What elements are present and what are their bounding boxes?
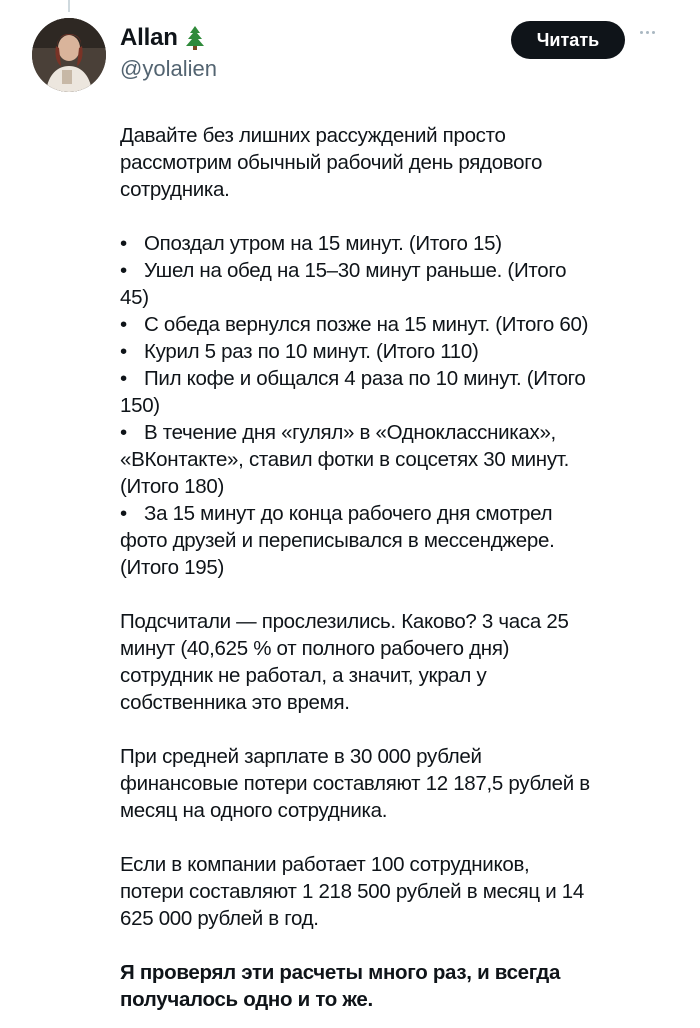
avatar[interactable] xyxy=(32,18,106,92)
list-item xyxy=(120,257,590,311)
bullet-dot: • xyxy=(120,421,127,444)
bullet-dot: • xyxy=(120,232,127,255)
list-item xyxy=(120,365,590,419)
bullet-dot: • xyxy=(120,502,127,525)
more-options-icon[interactable] xyxy=(640,31,655,34)
list-item xyxy=(120,311,590,338)
list-item-text: Ушел на обед на 15–30 минут раньше. (Итого 45) xyxy=(120,259,567,309)
list-item xyxy=(120,338,590,365)
avatar-photo xyxy=(32,18,106,92)
list-item xyxy=(120,500,590,581)
bullet-dot: • xyxy=(120,367,127,390)
list-item xyxy=(120,419,590,500)
bullet-dot: • xyxy=(120,313,127,336)
user-handle[interactable]: @yolalien xyxy=(120,56,217,81)
list-item-text: С обеда вернулся позже на 15 минут. (Итого 60) xyxy=(144,313,589,336)
list-item-text: За 15 минут до конца рабочего дня смотрел фото друзей и переписывался в мессенджере. (Итого 195) xyxy=(120,502,555,579)
bullet-dot: • xyxy=(120,340,127,363)
evergreen-tree-icon xyxy=(182,25,208,51)
name-row[interactable] xyxy=(120,24,208,52)
post-paragraph: Если в компании работает 100 сотрудников, потери составляют 1 218 500 рублей в месяц и 14 625 000 рублей в год. xyxy=(120,853,584,930)
list-item-text: В течение дня «гулял» в «Одноклассниках», «ВКонтакте», ставил фотки в соцсетях 30 минут. (Итого 180) xyxy=(120,421,569,498)
bullet-list xyxy=(120,230,590,581)
post-conclusion: Я проверял эти расчеты много раз, и всегда получалось одно и то же. xyxy=(120,961,561,1011)
list-item xyxy=(120,230,590,257)
display-name[interactable]: Allan xyxy=(120,24,178,51)
post-paragraph: Подсчитали — прослезились. Каково? 3 часа 25 минут (40,625 % от полного рабочего дня) сотрудник не работал, а значит, украл у собственника это время. xyxy=(120,610,569,714)
follow-button[interactable]: Читать xyxy=(511,21,625,59)
post-intro: Давайте без лишних рассуждений просто рассмотрим обычный рабочий день рядового сотрудника. xyxy=(120,124,543,201)
list-item-text: Опоздал утром на 15 минут. (Итого 15) xyxy=(144,232,502,255)
bullet-dot: • xyxy=(120,259,127,282)
list-item-text: Курил 5 раз по 10 минут. (Итого 110) xyxy=(144,340,479,363)
list-item-text: Пил кофе и общался 4 раза по 10 минут. (Итого 150) xyxy=(120,367,586,417)
post-body xyxy=(120,122,590,1013)
post-paragraph: При средней зарплате в 30 000 рублей финансовые потери составляют 12 187,5 рублей в месяц на одного сотрудника. xyxy=(120,745,590,822)
post-header xyxy=(0,0,700,110)
